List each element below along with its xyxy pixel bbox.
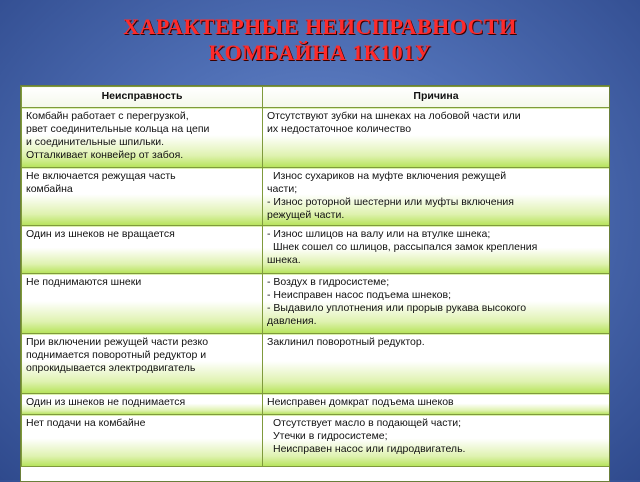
fault-line: рвет соединительные кольца на цепи <box>26 123 210 135</box>
cause-line: - Износ шлицов на валу или на втулке шнека; <box>267 228 491 240</box>
table-row <box>22 334 610 394</box>
cause-line: - Воздух в гидросистеме; <box>267 276 390 288</box>
fault-line: Не поднимаются шнеки <box>26 276 142 288</box>
cause-line: их недостаточное количество <box>267 123 412 135</box>
cause-line: шнека. <box>267 254 301 266</box>
cause-line: режущей части. <box>267 209 345 221</box>
cause-cell <box>263 394 610 415</box>
table-row <box>22 274 610 334</box>
cause-line: Неисправен домкрат подъема шнеков <box>267 396 454 408</box>
fault-cell <box>22 394 263 415</box>
fault-line: Один из шнеков не поднимается <box>26 396 186 408</box>
cause-cell <box>263 108 610 168</box>
table-row <box>22 168 610 226</box>
fault-line: опрокидывается электродвигатель <box>26 362 196 374</box>
cause-line: Заклинил поворотный редуктор. <box>267 336 425 348</box>
faults-table <box>21 86 610 467</box>
table-row <box>22 226 610 274</box>
faults-table-container <box>20 85 610 482</box>
cause-line: Неисправен насос или гидродвигатель. <box>273 443 466 455</box>
cause-line: Износ сухариков на муфте включения режущей <box>273 170 507 182</box>
cause-line: Утечки в гидросистеме; <box>273 430 388 442</box>
fault-cell <box>22 415 263 467</box>
fault-cell <box>22 274 263 334</box>
cause-cell <box>263 274 610 334</box>
fault-cell <box>22 226 263 274</box>
slide-title <box>0 14 640 66</box>
cause-line: Отсутствуют зубки на шнеках на лобовой части или <box>267 110 521 122</box>
fault-line: Комбайн работает с перегрузкой, <box>26 110 189 122</box>
cause-cell <box>263 334 610 394</box>
fault-line: При включении режущей части резко <box>26 336 209 348</box>
cause-line: Отсутствует масло в подающей части; <box>273 417 462 429</box>
fault-line: Нет подачи на комбайне <box>26 417 146 429</box>
table-row <box>22 394 610 415</box>
fault-line: комбайна <box>26 183 73 195</box>
fault-cell <box>22 168 263 226</box>
header-fault: Неисправность <box>22 87 263 108</box>
fault-line: Один из шнеков не вращается <box>26 228 175 240</box>
cause-cell <box>263 415 610 467</box>
table-row <box>22 108 610 168</box>
title-line-2: КОМБАЙНА 1К101У <box>208 40 432 65</box>
header-cause: Причина <box>263 87 610 108</box>
fault-cell <box>22 334 263 394</box>
fault-line: и соединительные шпильки. <box>26 136 165 148</box>
fault-line: Отталкивает конвейер от забоя. <box>26 149 184 161</box>
cause-line: - Неисправен насос подъема шнеков; <box>267 289 452 301</box>
cause-line: - Износ роторной шестерни или муфты включения <box>267 196 514 208</box>
fault-cell <box>22 108 263 168</box>
cause-cell <box>263 168 610 226</box>
table-header-row <box>22 87 610 108</box>
title-line-1: ХАРАКТЕРНЫЕ НЕИСПРАВНОСТИ <box>123 14 517 39</box>
cause-line: - Выдавило уплотнения или прорыв рукава высокого <box>267 302 527 314</box>
cause-line: давления. <box>267 315 317 327</box>
table-row <box>22 415 610 467</box>
cause-line: Шнек сошел со шлицов, рассыпался замок крепления <box>273 241 538 253</box>
cause-line: части; <box>267 183 298 195</box>
cause-cell <box>263 226 610 274</box>
fault-line: Не включается режущая часть <box>26 170 176 182</box>
fault-line: поднимается поворотный редуктор и <box>26 349 207 361</box>
